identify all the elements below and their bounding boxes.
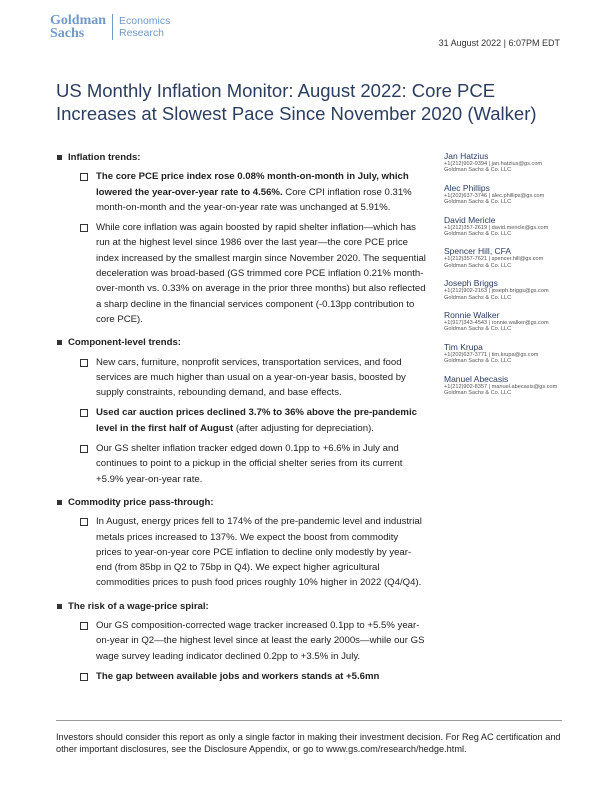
bullet-text: Our GS composition-corrected wage tracker increased 0.1pp to +5.5% year-on-year in Q2—the highest level since at least the early 2000s—while our GS wage survey leading indicator declined 0.2pp to +3.5% in July. [96, 620, 425, 662]
bullet-item [56, 514, 426, 590]
author-name: Spencer Hill, CFA [444, 246, 512, 257]
bullet-text: Our GS shelter inflation tracker edged down 0.1pp to +6.6% in July and continues to point to a pickup in the official shelter series from its current +5.9% year-on-year rate. [96, 443, 403, 485]
author-contact[interactable]: +1(212)902-8357 | manuel.abecasis@gs.com [444, 383, 558, 390]
author-name: Alec Phillips [444, 182, 490, 193]
bullet-text: (after adjusting for depreciation). [233, 422, 374, 434]
author-contact[interactable]: +1(202)637-3746 | alec.phillips@gs.com [444, 192, 545, 199]
section [56, 599, 426, 684]
section-heading: The risk of a wage-price spiral: [56, 599, 426, 614]
bullet-item [56, 441, 426, 487]
author-contact[interactable]: +1(212)357-2619 | david.mericle@gs.com [444, 224, 549, 231]
author-contact[interactable]: +1(202)637-3771 | tim.krupa@gs.com [444, 351, 539, 358]
bullet-bold: Used car auction prices declined 3.7% to 36% above the pre-pandemic level in the first half of August [96, 407, 417, 434]
bullet-item [56, 355, 426, 401]
logo-line: Goldman [50, 13, 107, 28]
author [444, 246, 594, 269]
section [56, 335, 426, 487]
author-list [444, 151, 594, 406]
bullet-item [56, 169, 426, 215]
section-heading: Commodity price pass-through: [56, 495, 426, 510]
author-name: Jan Hatzius [444, 151, 489, 161]
author [444, 151, 594, 174]
author-name: Manuel Abecasis [444, 373, 509, 384]
bullet-item [56, 405, 426, 436]
report-title: US Monthly Inflation Monitor: August 2022: Core PCE Increases at Slowest Pace Since November 2020 (Walker) [56, 80, 537, 124]
author-firm: Goldman Sachs & Co. LLC [444, 358, 512, 365]
author-firm: Goldman Sachs & Co. LLC [444, 294, 512, 301]
bullet-item [56, 669, 426, 684]
bullet-text: New cars, furniture, nonprofit services, transportation services, and food services are much higher than usual on a year-on-year basis, boosted by supply constraints, rebounding demand, and base effects. [96, 356, 406, 399]
author-name: Ronnie Walker [444, 310, 500, 321]
author-name: Tim Krupa [444, 341, 483, 352]
author-firm: Goldman Sachs & Co. LLC [444, 326, 512, 333]
author-firm: Goldman Sachs & Co. LLC [444, 262, 512, 269]
disclosure-footer [56, 731, 562, 755]
author [444, 278, 594, 301]
author [444, 215, 594, 238]
author-firm: Goldman Sachs & Co. LLC [444, 199, 512, 206]
author [444, 374, 594, 397]
footer-divider [56, 720, 562, 721]
bullet-item [56, 618, 426, 664]
section [56, 150, 426, 327]
bullet-bold: The core PCE price index rose 0.08% month-on-month in July, which lowered the year-over-year rate to 4.56%. [96, 171, 409, 198]
author-name: David Mericle [444, 214, 496, 225]
goldman-sachs-logo [50, 14, 170, 40]
section [56, 495, 426, 591]
author-contact[interactable]: +1(212)357-7621 | spencer.hill@gs.com [444, 256, 544, 263]
dept-line: Research [119, 27, 164, 39]
author [444, 310, 594, 333]
author [444, 342, 594, 365]
report-date: 31 August 2022 | 6:07PM EDT [438, 38, 560, 48]
bullet-item [56, 220, 426, 327]
report-body [56, 150, 426, 692]
section-heading: Component-level trends: [56, 335, 426, 350]
author-firm: Goldman Sachs & Co. LLC [444, 390, 512, 397]
author-contact[interactable]: +1(917)343-4543 | ronnie.walker@gs.com [444, 320, 549, 327]
logo-divider [112, 14, 113, 40]
author-firm: Goldman Sachs & Co. LLC [444, 231, 512, 238]
section-heading: Inflation trends: [56, 150, 426, 165]
author-name: Joseph Briggs [444, 278, 498, 289]
bullet-bold: The gap between available jobs and workers stands at +5.6mn [96, 670, 380, 682]
bullet-text: In August, energy prices fell to 174% of the pre-pandemic level and industrial metals prices increased to 137%. We expect the boost from commodity prices to year-on-year core PCE inflation to decline only modestly by year-end (from 85bp in Q2 to 75bp in Q4). We expect higher agricultural commodities prices to push food prices roughly 10% higher in 2022 (Q4/Q4). [96, 516, 422, 589]
dept-line: Economics [119, 15, 171, 27]
bullet-text: While core inflation was again boosted by rapid shelter inflation—which has run at the highest level since 1986 over the last year—the core PCE price index increased by the smallest margin since November 2020. The sequential deceleration was broad-based (GS trimmed core PCE inflation 0.21% month-over-month vs. 0.33% on average in the prior three months) but also reflected a sharp decline in the financial services component (-0.13pp contribution to core PCE). [96, 222, 426, 325]
disclosure-link[interactable]: www.gs.com/research/hedge.html [326, 744, 465, 754]
author-contact[interactable]: +1(212)902-2163 | joseph.briggs@gs.com [444, 288, 549, 295]
disclosure-end: . [464, 744, 467, 754]
author-firm: Goldman Sachs & Co. LLC [444, 167, 512, 174]
author-contact[interactable]: +1(212)902-0394 | jan.hatzius@gs.com [444, 161, 543, 167]
logo-line: Sachs [50, 26, 85, 41]
disclosure-text: Investors should consider this report as only a single factor in making their investment decision. For Reg AC certification and other important disclosures, see the Disclosure Appendix, or go to [56, 732, 561, 754]
bullet-text: Core CPI inflation rose 0.31% month-on-month and the year-on-year rate was unchanged at 5.91%. [96, 186, 412, 213]
author [444, 183, 594, 206]
